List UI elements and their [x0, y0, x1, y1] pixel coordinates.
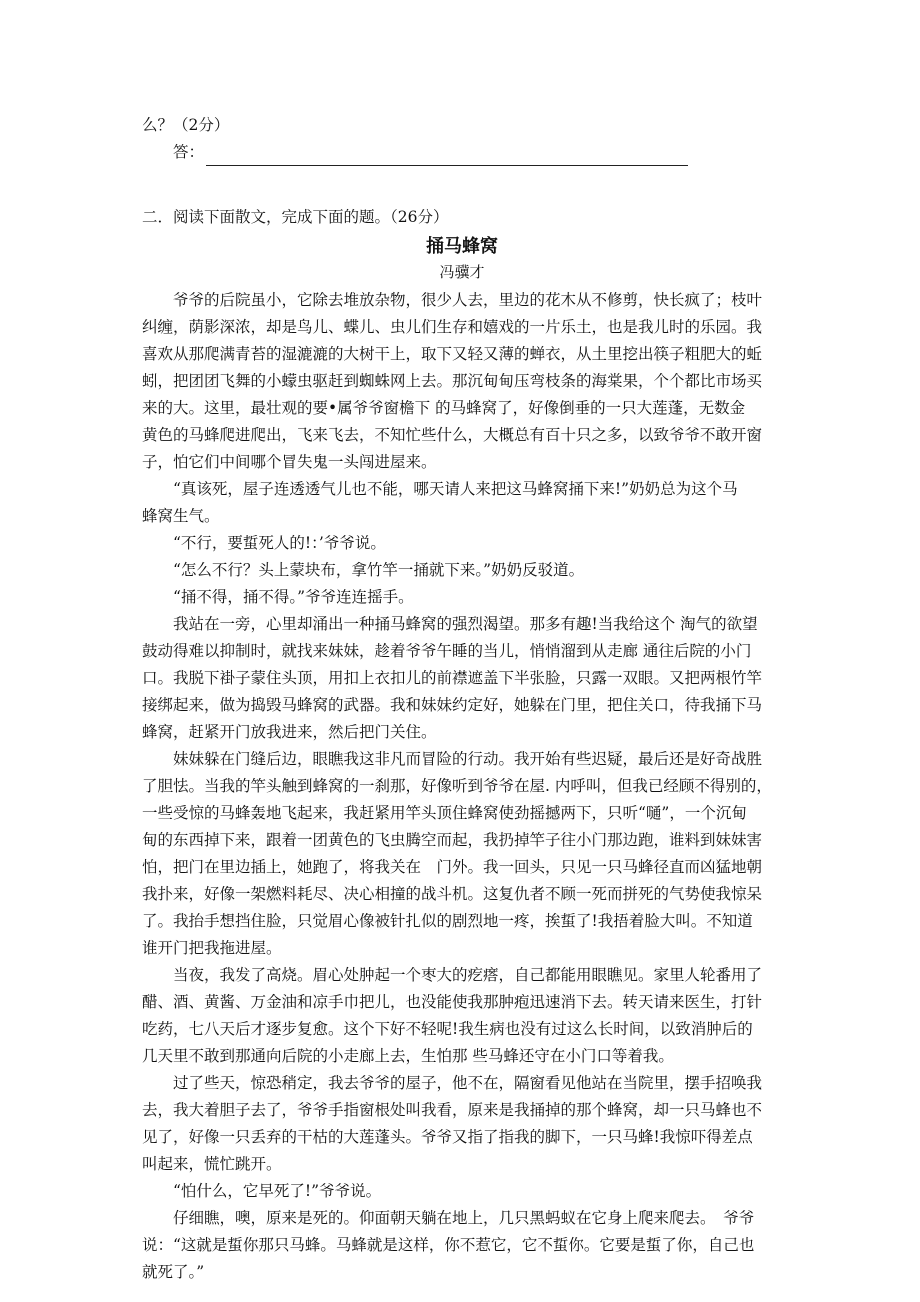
- essay-line: 仔细瞧，噢，原来是死的。仰面朝天躺在地上，几只黑蚂蚁在它身上爬来爬去。 爷爷: [173, 1209, 755, 1227]
- essay-line: 我扑来，好像一架燃料耗尽、决心相撞的战斗机。这复仇者不顾一死而拼死的气势使我惊呆: [142, 885, 763, 903]
- essay-line: 去，我大着胆子去了，爷爷手指窗根处叫我看，原来是我捅掉的那个蜂窝，却一只马蜂也不: [142, 1101, 763, 1119]
- essay-line: 一些受惊的马蜂轰地飞起来，我赶紧用竿头顶住蜂窝使劲摇撼两下，只听“嗵”，一个沉甸: [142, 804, 747, 822]
- essay-line: 说：“这就是蜇你那只马蜂。马蜂就是这样，你不惹它，它不蜇你。它要是蜇了你，自己也: [142, 1236, 755, 1254]
- essay-line: 谁开门把我拖进屋。: [142, 939, 282, 957]
- essay-line: 几天里不敢到那通向后院的小走廊上去，生怕那 些马蜂还守在小门口等着我。: [142, 1047, 674, 1065]
- answer-row: [142, 139, 782, 166]
- answer-blank[interactable]: [206, 145, 688, 166]
- essay-line: 蜂窝，赶紧开门放我进来，然后把门关住。: [142, 723, 437, 741]
- essay-line: 爷爷的后院虽小，它除去堆放杂物，很少人去，里边的花木从不修剪，快长疯了；枝叶: [173, 291, 763, 309]
- essay-line: 了胆怯。当我的竿头触到蜂窝的一刹那，好像听到爷爷在屋. 内呼叫，但我已经顾不得别的，: [142, 777, 772, 795]
- essay-line: 蜂窝生气。: [142, 507, 220, 525]
- essay-line: 怕，把门在里边插上，她跑了，将我关在 门外。我一回头，只见一只马蜂径直而凶猛地朝: [142, 858, 763, 876]
- essay-line: 叫起来，慌忙跳开。: [142, 1155, 282, 1173]
- essay-author: 冯骥才: [439, 263, 485, 281]
- essay-line: 喜欢从那爬满青苔的湿漉漉的大树干上，取下又轻又薄的蝉衣，从土里挖出筷子粗肥大的蚯: [142, 345, 763, 363]
- question-tail: 么？（2分）: [142, 116, 230, 134]
- section-heading: 二．阅读下面散文，完成下面的题。（26分）: [142, 208, 449, 226]
- essay-line: 就死了。”: [142, 1263, 205, 1281]
- essay-line: 纠缠，荫影深浓，却是鸟儿、蝶儿、虫儿们生存和嬉戏的一片乐土，也是我儿时的乐园。我: [142, 318, 763, 336]
- essay-line: 醋、酒、黄酱、万金油和凉手巾把儿，也没能使我那肿疱迅速消下去。转天请来医生，打针: [142, 993, 763, 1011]
- essay-line: “怎么不行？头上蒙块布，拿竹竿一捅就下来。”奶奶反驳道。: [173, 561, 585, 579]
- essay-line: 当夜，我发了高烧。眉心处肿起一个枣大的疙瘩，自己都能用眼瞧见。家里人轮番用了: [173, 966, 763, 984]
- essay-line: 见了，好像一只丢弃的干枯的大莲蓬头。爷爷又指了指我的脚下，一只马蜂!我惊吓得差点: [142, 1128, 753, 1146]
- essay-line: 接绑起来，做为捣毁马蜂窝的武器。我和妹妹约定好，她躲在门里，把住关口，待我捅下马: [142, 696, 763, 714]
- answer-label: 答：: [173, 143, 205, 161]
- essay-title: 捅马蜂窝: [426, 236, 498, 257]
- essay-line: “不行，要蜇死人的!：’爷爷说。: [173, 534, 386, 552]
- essay-line: “捅不得，捅不得。”爷爷连连摇手。: [173, 588, 414, 606]
- essay-line: 过了些天，惊恐稍定，我去爷爷的屋子，他不在，隔窗看见他站在当院里，摆手招唤我: [173, 1074, 763, 1092]
- essay-line: 黄色的马蜂爬进爬出，飞来飞去，不知忙些什么，大概总有百十只之多，以致爷爷不敢开窗: [142, 426, 763, 444]
- essay-line: 鼓动得难以抑制时，就找来妹妹，趁着爷爷午睡的当儿，悄悄溜到从走廊 通往后院的小门: [142, 642, 752, 660]
- essay-line: “真该死，屋子连透透气儿也不能，哪天请人来把这马蜂窝捅下来!”奶奶总为这个马: [173, 480, 738, 498]
- essay-line: “怕什么，它早死了!”爷爷说。: [173, 1182, 382, 1200]
- essay-line: 甸的东西掉下来，跟着一团黄色的飞虫腾空而起，我扔掉竿子往小门那边跑，谁料到妹妹害: [142, 831, 763, 849]
- essay-line: 吃药，七八天后才逐步复愈。这个下好不轻呢!我生病也没有过这么长时间，以致消肿后的: [142, 1020, 753, 1038]
- page-content: [142, 112, 782, 1286]
- essay-line: 子，怕它们中间哪个冒失鬼一头闯进屋来。: [142, 453, 437, 471]
- essay-line: 蚓，把团团飞舞的小蠓虫驱赶到蜘蛛网上去。那沉甸甸压弯枝条的海棠果，个个都比市场买: [142, 372, 763, 390]
- spacer: [142, 166, 782, 204]
- essay-line: 口。我脱下褂子蒙住头顶，用扣上衣扣儿的前襟遮盖下半张脸，只露一双眼。又把两根竹竿: [142, 669, 763, 687]
- essay-body: [142, 287, 782, 1286]
- essay-line: 来的大。这里，最壮观的要•属爷爷窗檐下 的马蜂窝了，好像倒垂的一只大莲蓬，无数金: [142, 399, 746, 417]
- essay-line: 我站在一旁，心里却涌出一种捅马蜂窝的强烈渴望。那多有趣!当我给这个 淘气的欲望: [173, 615, 758, 633]
- essay-line: 了。我抬手想挡住脸，只觉眉心像被针扎似的剧烈地一疼，挨蜇了!我捂着脸大叫。不知道: [142, 912, 753, 930]
- essay-line: 妹妹躲在门缝后边，眼瞧我这非凡而冒险的行动。我开始有些迟疑，最后还是好奇战胜: [173, 750, 763, 768]
